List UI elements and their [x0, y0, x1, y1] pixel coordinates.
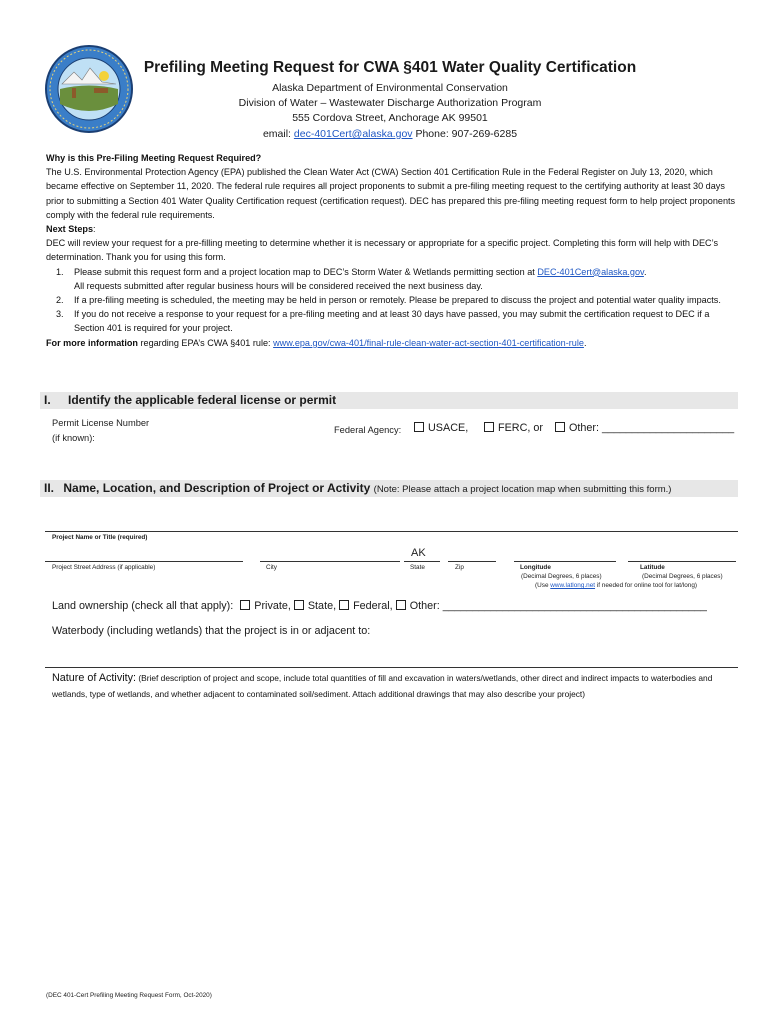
federal-label: Federal,	[353, 600, 393, 612]
private-option[interactable]	[240, 600, 291, 612]
list-item	[46, 265, 736, 293]
other-ownership-option[interactable]	[396, 600, 707, 612]
permit-license-sublabel: (if known):	[52, 433, 95, 443]
permit-license-label: Permit License Number	[52, 418, 150, 428]
street-address-field[interactable]	[45, 561, 243, 562]
longitude-field[interactable]	[514, 561, 616, 562]
usace-option[interactable]	[414, 422, 468, 434]
checkbox-icon[interactable]	[339, 600, 349, 610]
section-1-number: I.	[44, 393, 51, 407]
step-text: If you do not receive a response to your request for a pre-filing meeting and at least 30 days have passed, you may submit the certification request to DEC if a Section 401 is required for your project.	[74, 309, 710, 334]
city-field[interactable]	[260, 561, 400, 562]
state-value: AK	[411, 547, 426, 559]
steps-list	[46, 265, 736, 336]
section-2-title-line	[44, 481, 671, 495]
latitude-sublabel: (Decimal Degrees, 6 places)	[642, 573, 723, 580]
why-text: The U.S. Environmental Protection Agency (EPA) published the Clean Water Act (CWA) Section 401 Certification Rule in the Federal Register on July 13, 2020, which became effective on September 11, 2020. The federal rule requires all project proponents to submit a pre-filing meeting request to the certifying authority at least 30 days prior to submitting a Section 401 Water Quality Certification request (certification request). DEC has prepared this pre-filing meeting request form to help project proponents comply with the federal rule requirements.	[46, 167, 736, 220]
section-2-number: II.	[44, 481, 55, 495]
street-address-label: Project Street Address (if applicable)	[52, 564, 156, 571]
other-agency-option[interactable]	[555, 422, 734, 434]
next-steps-text: DEC will review your request for a pre-filling meeting to determine whether it is necessary or appropriate for a specific project. Completing this form will help with DEC’s determination. Thank you for using this form.	[46, 238, 719, 263]
other-ownership-label: Other: ____________________________________________	[409, 600, 707, 612]
checkbox-icon[interactable]	[484, 422, 494, 432]
list-item	[46, 293, 736, 307]
epa-rule-link[interactable]: www.epa.gov/cwa-401/final-rule-clean-water-act-section-401-certification-rule	[273, 337, 584, 348]
state-ownership-label: State,	[307, 600, 337, 612]
project-name-field[interactable]	[45, 531, 738, 532]
phone-text: Phone: 907-269-6285	[415, 128, 518, 140]
other-agency-label: Other: ______________________	[569, 422, 735, 434]
step-text: If a pre-filing meeting is scheduled, the meeting may be held in person or remotely. Please be prepared to discuss the project and potential water quality impacts.	[74, 295, 721, 306]
city-label: City	[266, 564, 278, 571]
private-label: Private,	[254, 600, 291, 612]
checkbox-icon[interactable]	[555, 422, 565, 432]
agency-address: 555 Cordova Street, Anchorage AK 99501	[292, 112, 488, 124]
more-info-text: regarding EPA’s CWA §401 rule:	[137, 337, 274, 348]
waterbody-label: Waterbody (including wetlands) that the project is in or adjacent to:	[52, 625, 371, 637]
longitude-label: Longitude	[520, 564, 551, 571]
submit-email-link[interactable]: DEC-401Cert@alaska.gov	[537, 266, 644, 277]
latitude-label: Latitude	[640, 564, 665, 571]
project-name-label: Project Name or Title (required)	[52, 534, 148, 541]
latlong-hint	[535, 582, 697, 589]
zip-label: Zip	[455, 564, 464, 571]
step-text-end: .	[643, 266, 647, 277]
zip-field[interactable]	[448, 561, 496, 562]
step-number: 3.	[56, 309, 64, 320]
checkbox-icon[interactable]	[294, 600, 304, 610]
email-label: email:	[262, 128, 291, 140]
nature-of-activity[interactable]	[52, 671, 732, 702]
list-item	[46, 307, 736, 335]
state-option[interactable]	[294, 600, 336, 612]
longitude-sublabel: (Decimal Degrees, 6 places)	[521, 573, 602, 580]
latlong-hint-suffix: if needed for online tool for lat/long)	[596, 582, 698, 589]
federal-option[interactable]	[339, 600, 393, 612]
usace-label: USACE,	[428, 422, 469, 434]
ferc-option[interactable]	[484, 422, 543, 434]
agency-name: Alaska Department of Environmental Conservation	[272, 82, 508, 94]
more-info-line	[46, 336, 736, 350]
step-text-2: All requests submitted after regular business hours will be considered received the next business day.	[74, 280, 483, 291]
page-title: Prefiling Meeting Request for CWA §401 Water Quality Certification	[143, 59, 637, 76]
next-steps-colon: :	[93, 224, 96, 235]
why-heading: Why is this Pre-Filing Meeting Request Required?	[46, 153, 262, 163]
more-info-bold: For more information	[46, 337, 138, 348]
form-id-footer: (DEC 401-Cert Prefiling Meeting Request Form, Oct-2020)	[46, 992, 212, 999]
step-text: Please submit this request form and a project location map to DEC’s Storm Water & Wetlands permitting section at	[74, 266, 538, 277]
division-name: Division of Water – Wastewater Discharge Authorization Program	[238, 97, 542, 109]
state-label: State	[410, 564, 425, 571]
latlong-hint-prefix: (Use	[535, 582, 549, 589]
step-number: 1.	[56, 266, 64, 277]
land-ownership-row	[52, 600, 707, 612]
section-2-title: Name, Location, and Description of Project or Activity	[63, 481, 371, 495]
nature-of-activity-label: Nature of Activity:	[52, 672, 137, 684]
latitude-field[interactable]	[628, 561, 736, 562]
ferc-label: FERC, or	[498, 422, 543, 434]
intro-section	[46, 151, 736, 350]
more-info-end: .	[583, 337, 587, 348]
federal-agency-label: Federal Agency:	[334, 425, 402, 435]
checkbox-icon[interactable]	[240, 600, 250, 610]
state-field[interactable]	[404, 561, 440, 562]
waterbody-field[interactable]	[45, 667, 738, 668]
land-ownership-label: Land ownership (check all that apply):	[52, 600, 234, 612]
section-2-note: (Note: Please attach a project location map when submitting this form.)	[373, 484, 672, 495]
checkbox-icon[interactable]	[414, 422, 424, 432]
step-number: 2.	[56, 295, 64, 306]
email-link[interactable]: dec-401Cert@alaska.gov	[293, 128, 413, 140]
contact-line	[140, 128, 640, 140]
next-steps-heading: Next Steps	[46, 224, 94, 235]
section-1-title: Identify the applicable federal license or permit	[68, 393, 337, 407]
latlong-link[interactable]: www.latlong.net	[550, 582, 596, 589]
nature-of-activity-instructions: (Brief description of project and scope, include total quantities of fill and excavation in waters/wetlands, other direct and indirect impacts to waterbodies and wetlands, type of wetlands, and whether adjacent to contaminated soil/sediment. Attach additional drawings that may also describe your project)	[52, 673, 713, 699]
alaska-state-seal-icon	[44, 44, 134, 134]
checkbox-icon[interactable]	[396, 600, 406, 610]
